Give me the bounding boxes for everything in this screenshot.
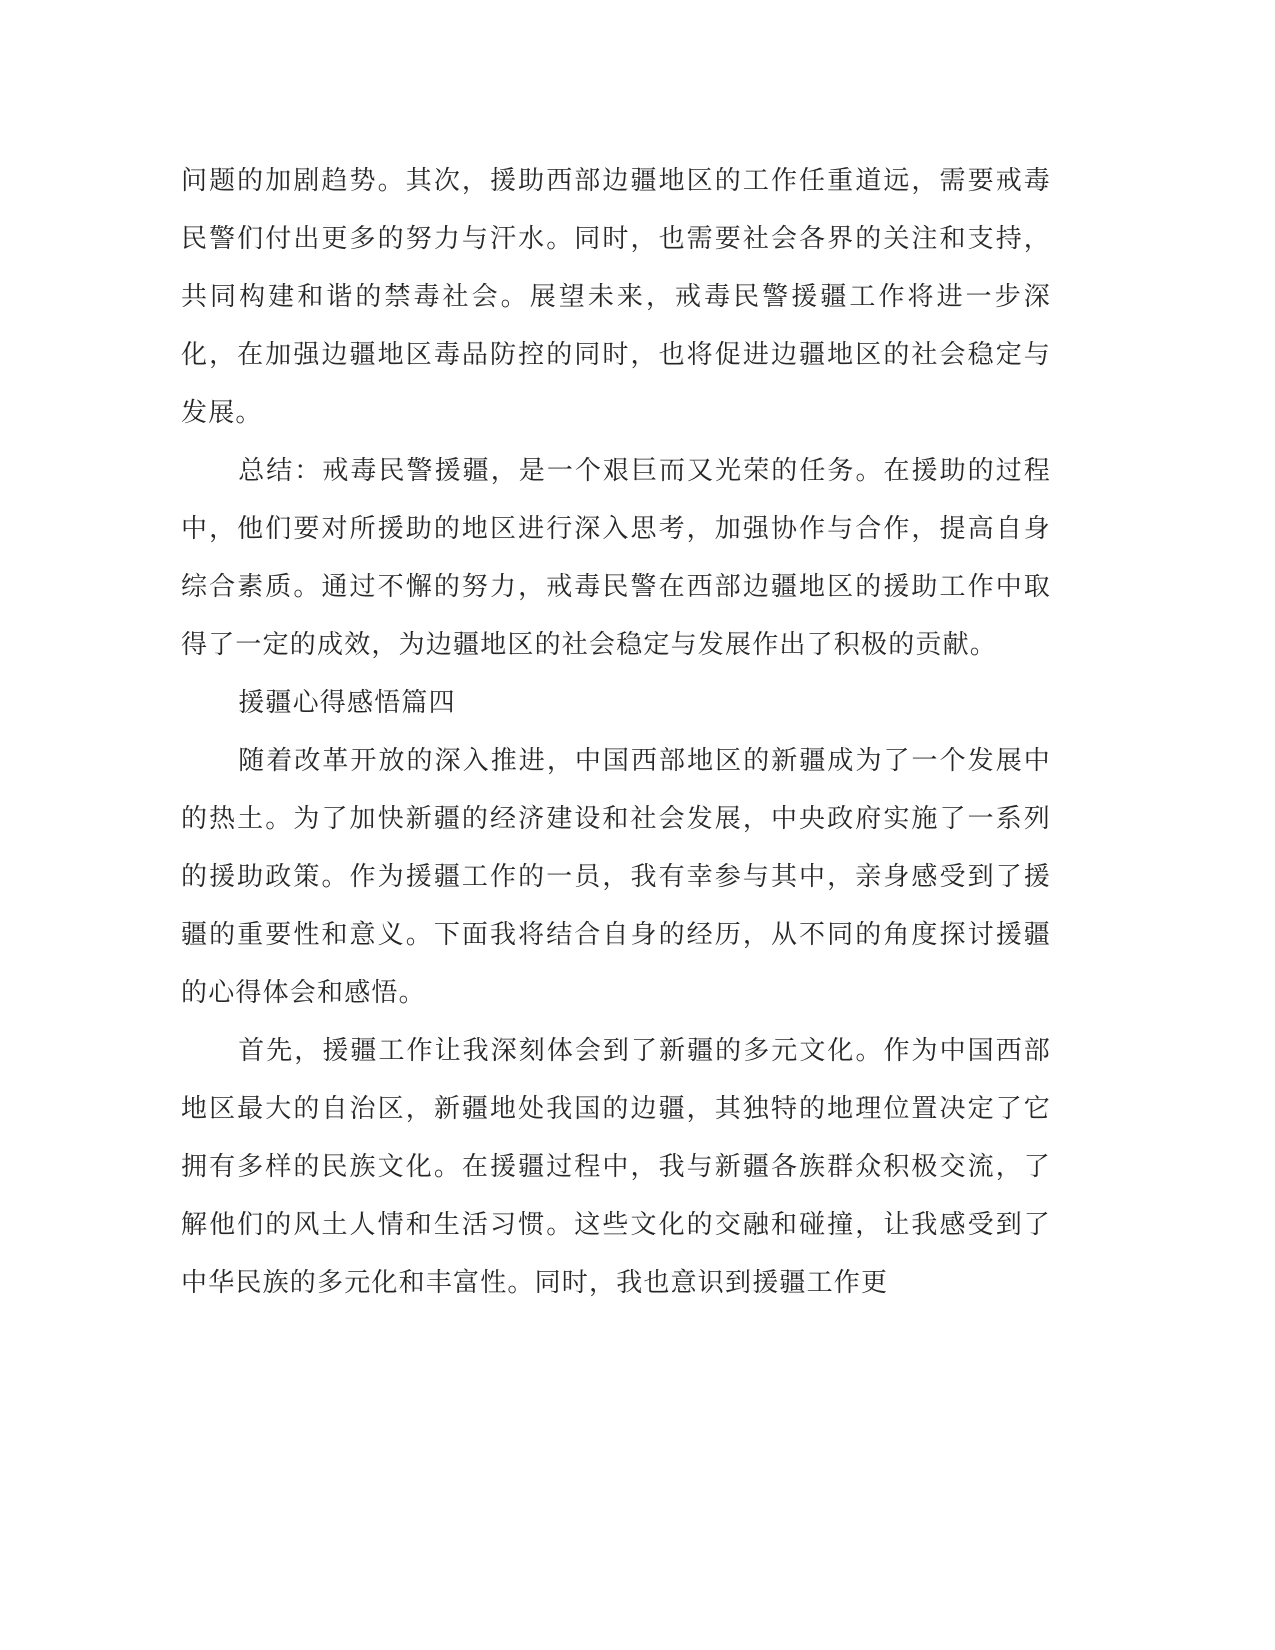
section-heading: 援疆心得感悟篇四 [238, 688, 456, 718]
paragraph-first-point: 首先，援疆工作让我深刻体会到了新疆的多元文化。作为中国西部地区最大的自治区，新疆地处我国的边疆，其独特的地理位置决定了它拥有多样的民族文化。在援疆过程中，我与新疆各族群众积极交流，了解他们的风土人情和生活习惯。这些文化的交融和碰撞，让我感受到了中华民族的多元化和丰富性。同时，我也意识到援疆工作更 [181, 1036, 1051, 1298]
document-body [181, 152, 1051, 1312]
paragraph-continuation: 问题的加剧趋势。其次，援助西部边疆地区的工作任重道远，需要戒毒民警们付出更多的努力与汗水。同时，也需要社会各界的关注和支持，共同构建和谐的禁毒社会。展望未来，戒毒民警援疆工作将进一步深化，在加强边疆地区毒品防控的同时，也将促进边疆地区的社会稳定与发展。 [181, 166, 1051, 428]
paragraph-intro: 随着改革开放的深入推进，中国西部地区的新疆成为了一个发展中的热土。为了加快新疆的经济建设和社会发展，中央政府实施了一系列的援助政策。作为援疆工作的一员，我有幸参与其中，亲身感受到了援疆的重要性和意义。下面我将结合自身的经历，从不同的角度探讨援疆的心得体会和感悟。 [181, 746, 1051, 1008]
paragraph-summary: 总结：戒毒民警援疆，是一个艰巨而又光荣的任务。在援助的过程中，他们要对所援助的地区进行深入思考，加强协作与合作，提高自身综合素质。通过不懈的努力，戒毒民警在西部边疆地区的援助工作中取得了一定的成效，为边疆地区的社会稳定与发展作出了积极的贡献。 [181, 456, 1051, 660]
